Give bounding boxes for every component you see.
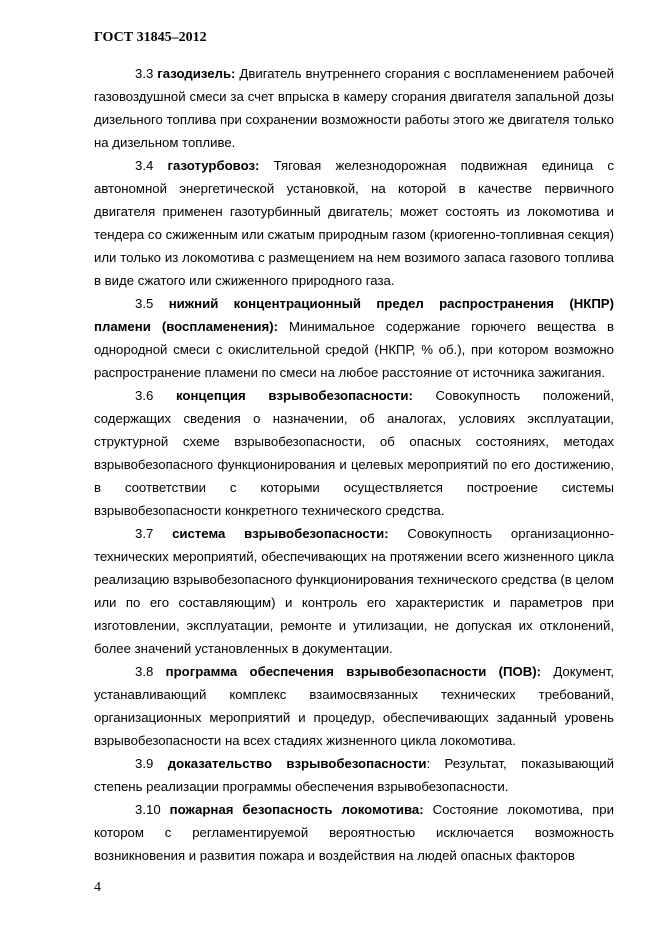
- definition-number: 3.9: [135, 756, 154, 771]
- definition-term: нижний концентрационный предел распространения (НКПР) пламени (воспламенения):: [94, 296, 614, 334]
- definition-3-7: [94, 522, 614, 660]
- definition-text: Минимальное содержание горючего вещества в однородной смеси с окислительной средой (НКПР, % об.), при котором возможно распространение пламени по смеси на любое расстояние от источника зажигания.: [94, 319, 614, 380]
- definition-3-5: [94, 292, 614, 384]
- definition-term: пожарная безопасность локомотива:: [169, 802, 424, 817]
- definition-text: Двигатель внутреннего сгорания с воспламенением рабочей газовоздушной смеси за счет впрыска в камеру сгорания двигателя запальной дозы дизельного топлива при сохранении возможности работы этого же двигателя только на дизельном топливе.: [94, 66, 614, 150]
- definition-term: газодизель:: [157, 66, 236, 81]
- definition-text: Совокупность организационно-технических мероприятий, обеспечивающих на протяжении всего жизненного цикла реализацию взрывобезопасного функционирования технического средства (в целом или по его составляющим) и контроль его характеристик и параметров при изготовлении, эксплуатации, ремонте и утилизации, не допуская их отклонений, более значений установленных в документации.: [94, 526, 615, 656]
- definition-text: Состояние локомотива, при котором с регламентируемой вероятностью исключается возможность возникновения и развития пожара и воздействия на людей опасных факторов: [94, 802, 614, 863]
- definition-3-10: [94, 798, 614, 867]
- definition-term: программа обеспечения взрывобезопасности (ПОВ):: [165, 664, 542, 679]
- definition-text: Совокупность положений, содержащих сведения о назначении, об аналогах, условиях эксплуатации, структурной схеме взрывобезопасности, об опасных состояниях, методах взрывобезопасного функционирования и целевых мероприятий по его достижению, в соответствии с которыми осуществляется построение системы взрывобезопасности конкретного технического средства.: [94, 388, 614, 518]
- document-header: ГОСТ 31845–2012: [94, 30, 207, 45]
- definition-term: газотурбовоз:: [167, 158, 260, 173]
- definition-number: 3.10: [135, 802, 161, 817]
- definition-term: доказательство взрывобезопасности: [167, 756, 427, 771]
- definitions-list: [94, 62, 614, 867]
- definition-text: Тяговая железнодорожная подвижная единица с автономной энергетической установкой, на которой в качестве первичного двигателя применен газотурбинный двигатель; может состоять из локомотива и тендера со сжиженным или сжатым природным газом (криогенно-топливная секция) или только из локомотива с размещением на нем возимого запаса газового топлива в виде сжатого или сжиженного природного газа.: [94, 158, 615, 288]
- definition-3-8: [94, 660, 614, 752]
- definition-text: : Результат, показывающий степень реализации программы обеспечения взрывобезопасности.: [94, 756, 614, 794]
- definition-text: Документ, устанавливающий комплекс взаимосвязанных технических требований, организационных мероприятий и процедур, обеспечивающих заданный уровень взрывобезопасности на всех стадиях жизненного цикла локомотива.: [94, 664, 615, 748]
- definition-number: 3.4: [135, 158, 154, 173]
- definition-3-6: [94, 384, 614, 522]
- page-number: 4: [94, 880, 101, 895]
- definition-number: 3.7: [135, 526, 154, 541]
- definition-term: система взрывобезопасности:: [172, 526, 389, 541]
- definition-3-9: [94, 752, 614, 798]
- definition-number: 3.3: [135, 66, 154, 81]
- definition-number: 3.5: [135, 296, 154, 311]
- definition-number: 3.8: [135, 664, 154, 679]
- definition-3-4: [94, 154, 614, 292]
- definition-number: 3.6: [135, 388, 154, 403]
- definition-3-3: [94, 62, 614, 154]
- definition-term: концепция взрывобезопасности:: [175, 388, 413, 403]
